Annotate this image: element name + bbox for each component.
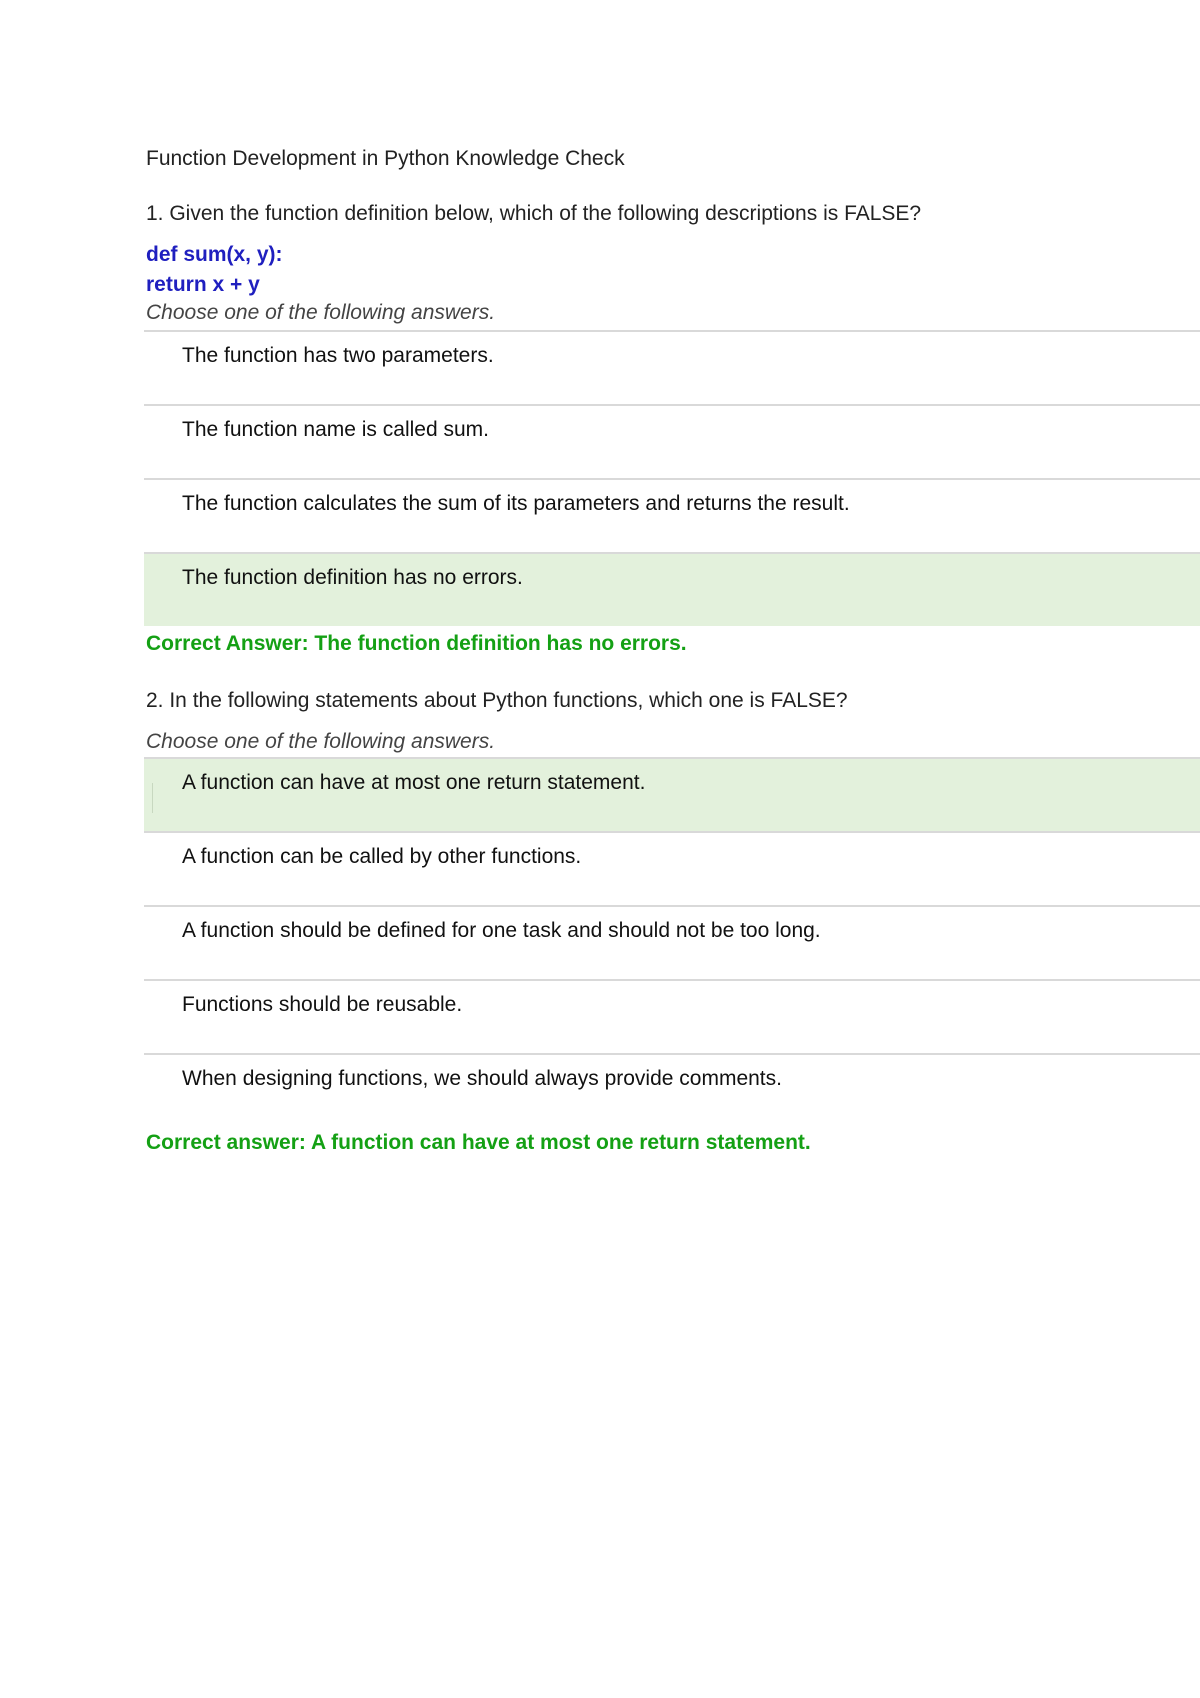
question-1 <box>146 202 1200 656</box>
answer-option-label: The function has two parameters. <box>182 344 494 367</box>
answer-option-label: When designing functions, we should always provide comments. <box>182 1067 782 1090</box>
question-2-prompt: 2. In the following statements about Python functions, which one is FALSE? <box>146 689 848 712</box>
question-2-correct-answer: Correct answer: A function can have at most one return statement. <box>146 1131 811 1154</box>
answer-option-label: The function calculates the sum of its parameters and returns the result. <box>182 492 850 515</box>
question-2-options <box>144 757 1200 1127</box>
answer-option[interactable] <box>144 905 1200 979</box>
question-1-code <box>146 240 1200 300</box>
answer-option[interactable] <box>144 979 1200 1053</box>
answer-option[interactable] <box>144 1053 1200 1127</box>
document-title: Function Development in Python Knowledge Check <box>146 147 625 170</box>
answer-option[interactable] <box>144 404 1200 478</box>
answer-option[interactable] <box>144 831 1200 905</box>
question-1-options <box>144 330 1200 626</box>
answer-option-label: The function name is called sum. <box>182 418 489 441</box>
code-line: return x + y <box>146 273 260 296</box>
question-2-instruction: Choose one of the following answers. <box>146 730 496 753</box>
answer-option-label: Functions should be reusable. <box>182 993 463 1016</box>
question-2 <box>146 689 1200 1155</box>
answer-option[interactable] <box>144 330 1200 404</box>
question-1-instruction: Choose one of the following answers. <box>146 301 496 324</box>
question-1-prompt: 1. Given the function definition below, which of the following descriptions is FALSE? <box>146 202 922 225</box>
answer-option-correct[interactable] <box>144 552 1200 626</box>
answer-option-label: A function should be defined for one task and should not be too long. <box>182 919 821 942</box>
answer-option[interactable] <box>144 478 1200 552</box>
answer-option-label: The function definition has no errors. <box>182 566 523 589</box>
code-line: def sum(x, y): <box>146 243 283 266</box>
selection-marker <box>152 783 153 813</box>
answer-option-label: A function can be called by other functions. <box>182 845 582 868</box>
answer-option-correct[interactable] <box>144 757 1200 831</box>
question-1-correct-answer: Correct Answer: The function definition has no errors. <box>146 632 687 655</box>
answer-option-label: A function can have at most one return statement. <box>182 771 646 794</box>
